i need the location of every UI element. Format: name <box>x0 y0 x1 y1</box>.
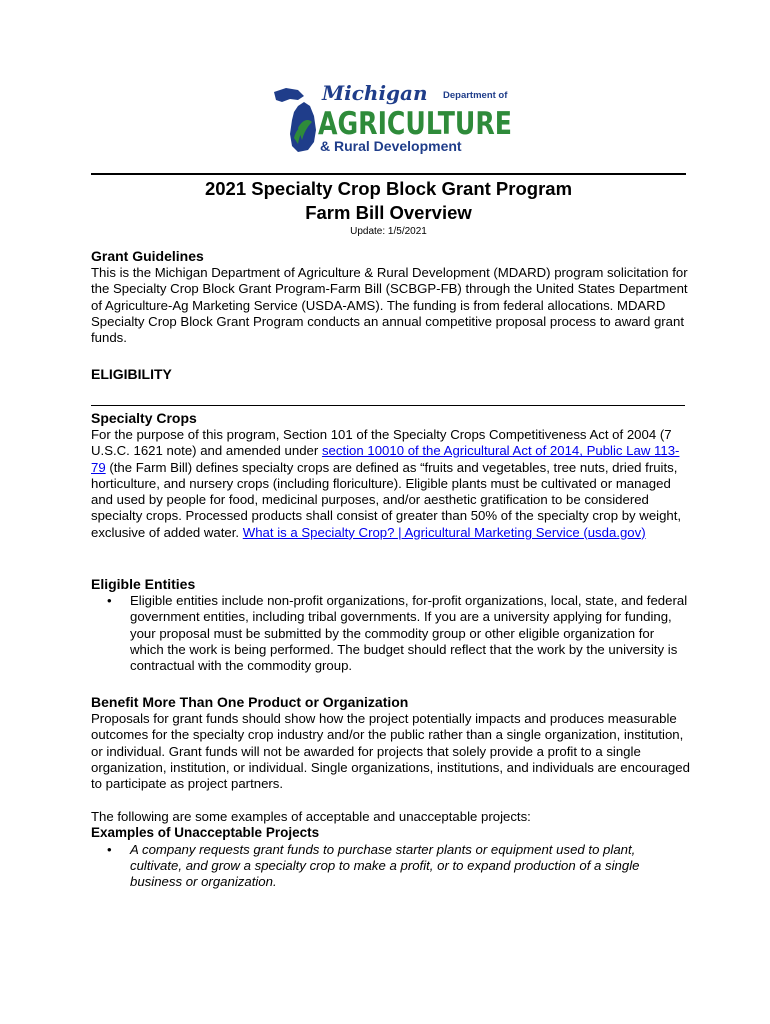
page-subtitle: Farm Bill Overview <box>305 202 472 223</box>
page-title: 2021 Specialty Crop Block Grant Program <box>204 178 573 199</box>
michigan-state-shape <box>274 88 316 152</box>
eligible-entities-list <box>91 593 691 674</box>
unacceptable-project-item: A company requests grant funds to purchase starter plants or equipment used to plant, cultivate, and grow a specialty crop to make a profit, or to expand production of a single business or organization. <box>130 841 640 890</box>
examples-section <box>91 809 691 890</box>
grant-guidelines-heading: Grant Guidelines <box>91 248 204 264</box>
specialty-crop-definition-link[interactable]: What is a Specialty Crop? | Agricultural Marketing Service (usda.gov) <box>242 524 646 540</box>
eligibility-heading: ELIGIBILITY <box>91 366 172 382</box>
benefit-heading: Benefit More Than One Product or Organization <box>91 694 409 710</box>
bullet: • <box>107 593 112 608</box>
eligibility-rule <box>91 405 685 406</box>
specialty-crops-text-1: For the purpose of this program, Section 101 of the Specialty Crops Competitiveness Act of 2004 (7 U.S.C. 1621 note) and amended under <box>91 427 672 459</box>
unacceptable-projects-heading: Examples of Unacceptable Projects <box>91 825 320 841</box>
eligibility-section <box>91 366 691 383</box>
specialty-crops-heading: Specialty Crops <box>91 410 197 426</box>
specialty-crops-body <box>91 427 691 541</box>
specialty-crops-text-2: (the Farm Bill) defines specialty crops are defined as “fruits and vegetables, tree nuts, dried fruits, horticulture, and nursery crops (including floriculture). Eligible plants must be cultivated or managed and used by people for food, medicinal purposes, and/or aesthetic gratification to be considered specialty crops. Processed products shall consist of greater than 50% of the specialty crop by weight, exclusive of added water. <box>91 459 682 540</box>
mdard-logo <box>268 80 518 156</box>
eligible-entities-section <box>91 576 691 674</box>
farm-bill-link[interactable]: section 10010 of the Agricultural Act of 2014, Public Law 113-79 <box>91 443 680 475</box>
eligible-entities-heading: Eligible Entities <box>91 576 196 592</box>
benefit-body: Proposals for grant funds should show how the project potentially impacts and produces measurable outcomes for the specialty crop industry and/or the public rather than a single organization, institution, or individual. Grant funds will not be awarded for projects that solely provide a profit to a single organization, institution, or individual. Single organizations, institutions, and individuals are encouraged to participate as project partners. <box>91 711 690 792</box>
specialty-crops-section <box>91 410 691 541</box>
grant-guidelines-section <box>91 248 691 346</box>
examples-intro: The following are some examples of acceptable and unacceptable projects: <box>91 809 531 824</box>
eligible-entities-item: Eligible entities include non-profit organizations, for-profit organizations, local, state, and federal government entities, including tribal governments. If you are a university applying for funding, your proposal must be submitted by the commodity group or other eligible organization for which the work is being performed. The budget should reflect that the work by the university is contractual with the commodity group. <box>130 593 688 674</box>
grant-guidelines-body: This is the Michigan Department of Agriculture & Rural Development (MDARD) program solicitation for the Specialty Crop Block Grant Program-Farm Bill (SCBGP-FB) through the United States Department of Agriculture-Ag Marketing Service (USDA-AMS). The funding is from federal allocations. MDARD Specialty Crop Block Grant Program conducts an annual competitive proposal process to award grant funds. <box>91 265 688 346</box>
benefit-section <box>91 694 691 792</box>
list-item <box>91 593 691 674</box>
logo-agriculture-text: AGRICULTURE <box>318 106 512 142</box>
update-date: Update: 1/5/2021 <box>350 226 427 237</box>
logo-rural-text: & Rural Development <box>320 138 462 154</box>
title-rule <box>91 173 686 175</box>
bullet: • <box>107 841 112 857</box>
list-item <box>91 842 691 891</box>
logo-michigan-text: Michigan <box>322 81 428 105</box>
unacceptable-projects-list <box>91 842 691 891</box>
logo-department-text: Department of <box>443 90 508 101</box>
